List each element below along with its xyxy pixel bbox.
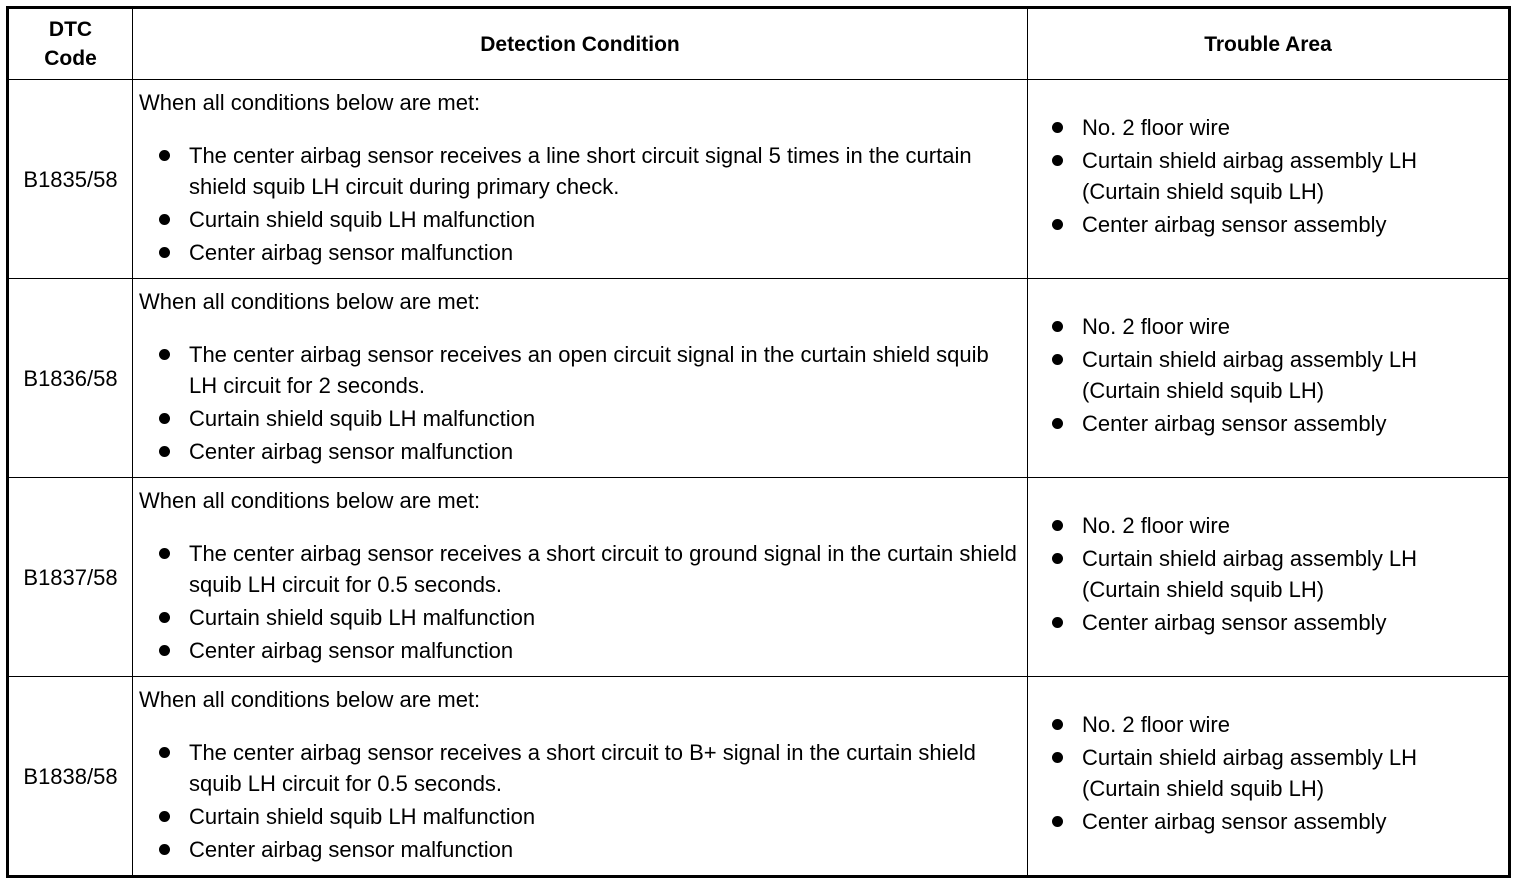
condition-intro: When all conditions below are met:: [139, 90, 481, 115]
trouble-area-item: [1052, 607, 1498, 638]
condition-text: Center airbag sensor malfunction: [189, 439, 514, 464]
dtc-code-cell: [8, 478, 133, 677]
trouble-area-item: [1052, 742, 1498, 804]
table-row: [8, 80, 1510, 279]
trouble-area-cell: [1028, 478, 1510, 677]
dtc-code: B1838/58: [23, 763, 118, 789]
bullet-icon: [1052, 617, 1063, 628]
condition-item: [159, 801, 1017, 832]
dtc-table: [6, 6, 1511, 878]
trouble-area-text: Center airbag sensor assembly: [1082, 610, 1387, 635]
detection-condition-cell: [133, 478, 1028, 677]
trouble-area-item: [1052, 510, 1498, 541]
trouble-area-item: [1052, 408, 1498, 439]
table-row: [8, 279, 1510, 478]
condition-intro: When all conditions below are met:: [139, 687, 481, 712]
condition-item: [159, 602, 1017, 633]
condition-item: [159, 737, 1017, 799]
detection-condition-cell: [133, 677, 1028, 877]
trouble-area-cell: [1028, 279, 1510, 478]
bullet-icon: [159, 811, 170, 822]
trouble-area-cell: [1028, 80, 1510, 279]
condition-item: [159, 204, 1017, 235]
bullet-icon: [1052, 219, 1063, 230]
bullet-icon: [159, 150, 170, 161]
condition-list: [139, 737, 1017, 865]
trouble-area-list: [1052, 510, 1498, 638]
header-dtc-code: DTC Code: [8, 8, 133, 80]
bullet-icon: [159, 612, 170, 623]
bullet-icon: [159, 413, 170, 424]
trouble-area-list: [1052, 112, 1498, 240]
trouble-area-text: Center airbag sensor assembly: [1082, 809, 1387, 834]
bullet-icon: [1052, 816, 1063, 827]
bullet-icon: [159, 844, 170, 855]
table-row: [8, 677, 1510, 877]
trouble-area-cell: [1028, 677, 1510, 877]
bullet-icon: [159, 645, 170, 656]
trouble-area-text: Center airbag sensor assembly: [1082, 212, 1387, 237]
condition-item: [159, 237, 1017, 268]
trouble-area-list: [1052, 709, 1498, 837]
bullet-icon: [159, 349, 170, 360]
trouble-area-item: [1052, 209, 1498, 240]
trouble-area-text: No. 2 floor wire: [1082, 115, 1230, 140]
detection-condition-cell: [133, 279, 1028, 478]
dtc-code: B1835/58: [23, 166, 118, 192]
bullet-icon: [1052, 354, 1063, 365]
trouble-area-text: No. 2 floor wire: [1082, 513, 1230, 538]
condition-item: [159, 339, 1017, 401]
trouble-area-item: [1052, 112, 1498, 143]
bullet-icon: [1052, 520, 1063, 531]
trouble-area-text: Center airbag sensor assembly: [1082, 411, 1387, 436]
condition-text: The center airbag sensor receives a short circuit to B+ signal in the curtain shield squib LH circuit for 0.5 seconds.: [189, 740, 976, 796]
condition-item: [159, 403, 1017, 434]
trouble-area-text: Curtain shield airbag assembly LH (Curtain shield squib LH): [1082, 546, 1418, 602]
bullet-icon: [1052, 122, 1063, 133]
condition-text: Center airbag sensor malfunction: [189, 240, 514, 265]
condition-text: Center airbag sensor malfunction: [189, 837, 514, 862]
dtc-code: B1836/58: [23, 365, 118, 391]
condition-item: [159, 635, 1017, 666]
bullet-icon: [1052, 155, 1063, 166]
condition-item: [159, 436, 1017, 467]
condition-text: Center airbag sensor malfunction: [189, 638, 514, 663]
condition-list: [139, 339, 1017, 467]
condition-intro: When all conditions below are met:: [139, 289, 481, 314]
trouble-area-text: No. 2 floor wire: [1082, 314, 1230, 339]
condition-text: Curtain shield squib LH malfunction: [189, 406, 536, 431]
table-header: [8, 8, 1510, 80]
bullet-icon: [1052, 553, 1063, 564]
trouble-area-item: [1052, 709, 1498, 740]
condition-text: Curtain shield squib LH malfunction: [189, 804, 536, 829]
dtc-code-cell: [8, 279, 133, 478]
header-row: [8, 8, 1510, 80]
table-body: [8, 80, 1510, 877]
trouble-area-item: [1052, 806, 1498, 837]
trouble-area-text: Curtain shield airbag assembly LH (Curtain shield squib LH): [1082, 347, 1418, 403]
condition-item: [159, 834, 1017, 865]
trouble-area-item: [1052, 311, 1498, 342]
trouble-area-item: [1052, 145, 1498, 207]
condition-list: [139, 140, 1017, 268]
bullet-icon: [159, 747, 170, 758]
condition-text: The center airbag sensor receives an open circuit signal in the curtain shield squib LH circuit for 2 seconds.: [189, 342, 989, 398]
condition-text: Curtain shield squib LH malfunction: [189, 207, 536, 232]
table-row: [8, 478, 1510, 677]
bullet-icon: [1052, 321, 1063, 332]
condition-text: The center airbag sensor receives a short circuit to ground signal in the curtain shield squib LH circuit for 0.5 seconds.: [189, 541, 1017, 597]
condition-list: [139, 538, 1017, 666]
condition-item: [159, 140, 1017, 202]
bullet-icon: [159, 446, 170, 457]
bullet-icon: [159, 214, 170, 225]
bullet-icon: [1052, 752, 1063, 763]
dtc-code-cell: [8, 677, 133, 877]
trouble-area-item: [1052, 344, 1498, 406]
trouble-area-text: Curtain shield airbag assembly LH (Curtain shield squib LH): [1082, 745, 1418, 801]
condition-item: [159, 538, 1017, 600]
header-trouble-area: Trouble Area: [1028, 8, 1510, 80]
trouble-area-list: [1052, 311, 1498, 439]
trouble-area-text: Curtain shield airbag assembly LH (Curtain shield squib LH): [1082, 148, 1418, 204]
condition-intro: When all conditions below are met:: [139, 488, 481, 513]
trouble-area-text: No. 2 floor wire: [1082, 712, 1230, 737]
dtc-code: B1837/58: [23, 564, 118, 590]
trouble-area-item: [1052, 543, 1498, 605]
bullet-icon: [159, 548, 170, 559]
condition-text: Curtain shield squib LH malfunction: [189, 605, 536, 630]
condition-text: The center airbag sensor receives a line short circuit signal 5 times in the curtain shield squib LH circuit during primary check.: [189, 143, 972, 199]
bullet-icon: [159, 247, 170, 258]
bullet-icon: [1052, 719, 1063, 730]
dtc-code-cell: [8, 80, 133, 279]
bullet-icon: [1052, 418, 1063, 429]
detection-condition-cell: [133, 80, 1028, 279]
header-detection-condition: Detection Condition: [133, 8, 1028, 80]
